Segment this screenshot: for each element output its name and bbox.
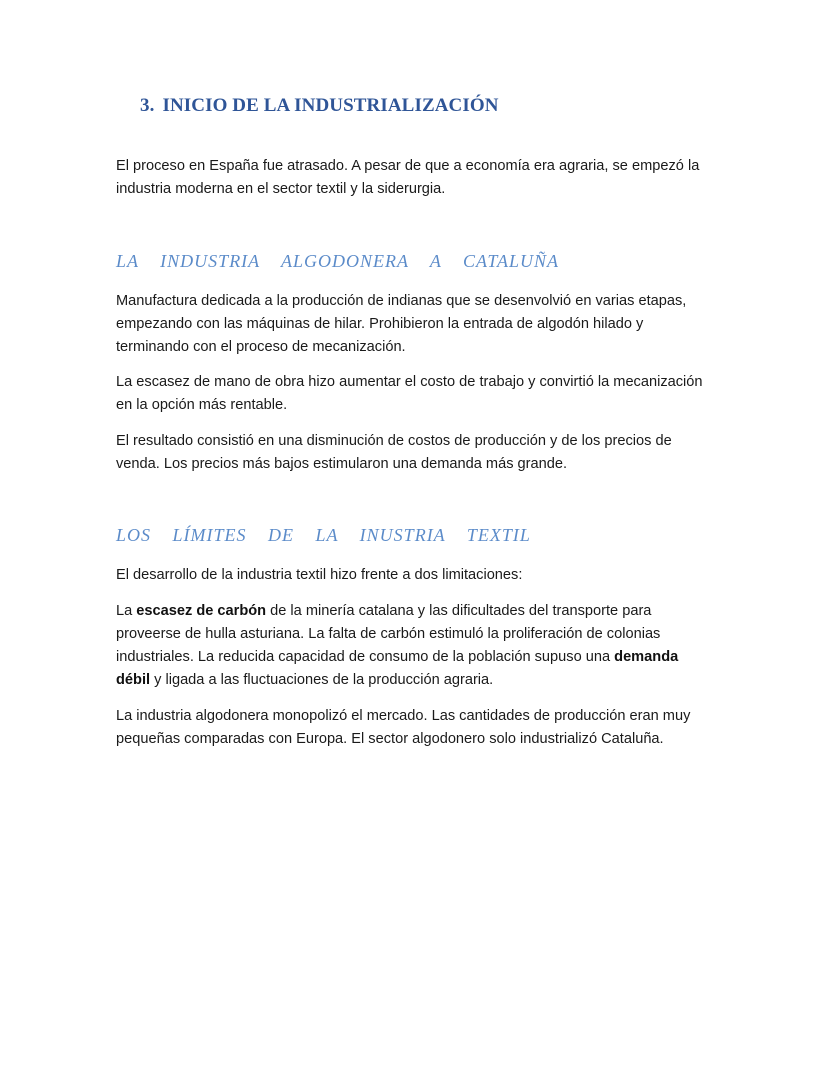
limites-p2-text-3: y ligada a las fluctuaciones de la producción agraria. <box>150 672 494 688</box>
limites-heading: LOS LÍMITES DE LA INUSTRIA TEXTIL <box>116 525 531 545</box>
section-title <box>140 95 499 117</box>
limites-paragraph-2 <box>116 600 716 692</box>
limites-p2-bold-2: demanda débil <box>116 649 679 688</box>
limites-p2-bold-1: escasez de carbón <box>136 603 267 619</box>
section-number: 3. <box>140 95 155 116</box>
cataluna-paragraph-2: La escasez de mano de obra hizo aumentar el costo de trabajo y convirtió la mecanización en la opción más rentable. <box>116 374 703 413</box>
section-title-text: INICIO DE LA INDUSTRIALIZACIÓN <box>162 95 499 116</box>
limites-paragraph-3: La industria algodonera monopolizó el mercado. Las cantidades de producción eran muy pequeñas comparadas con Europa. El sector algodonero solo industrializó Cataluña. <box>116 708 691 747</box>
cataluna-heading: LA INDUSTRIA ALGODONERA A CATALUÑA <box>116 251 560 271</box>
limites-paragraph-1: El desarrollo de la industria textil hizo frente a dos limitaciones: <box>116 567 523 583</box>
cataluna-paragraph-3: El resultado consistió en una disminución de costos de producción y de los precios de venda. Los precios más bajos estimularon una demanda más grande. <box>116 433 672 472</box>
limites-p2-text-2: de la minería catalana y las dificultades del transporte para proveerse de hulla asturiana. La falta de carbón estimuló la proliferación de colonias industriales. La reducida capacidad de consumo de la población supuso una <box>116 603 661 665</box>
limites-p2-text-1: La <box>116 603 137 619</box>
intro-paragraph: El proceso en España fue atrasado. A pesar de que a economía era agraria, se empezó la industria moderna en el sector textil y la siderurgia. <box>116 158 700 197</box>
cataluna-paragraph-1: Manufactura dedicada a la producción de indianas que se desenvolvió en varias etapas, empezando con las máquinas de hilar. Prohibieron la entrada de algodón hilado y terminando con el proceso de mecanización. <box>116 293 687 355</box>
